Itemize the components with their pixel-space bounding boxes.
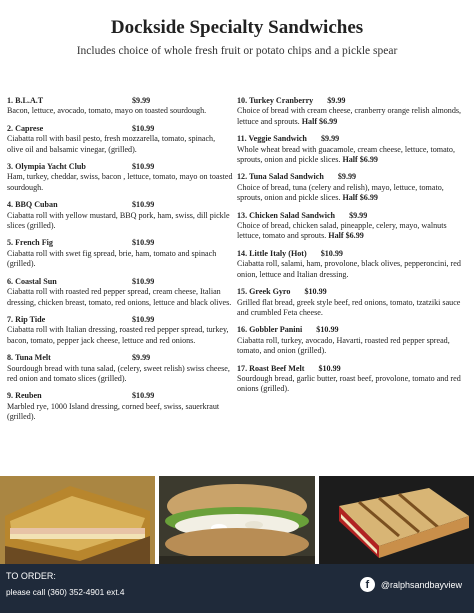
menu-item [7,200,233,231]
item-price: $10.99 [132,200,155,210]
item-description: Ciabatta roll with basil pesto, fresh mozzarella, tomato, spinach, olive oil and balsamic vinegar, (grilled). [7,134,216,154]
item-name: 16. Gobbler Panini [237,325,303,335]
item-description: Ciabatta roll with swet fig spread, brie, ham, tomato and spinach (grilled). [7,248,217,269]
item-name: 14. Little Italy (Hot) [237,248,307,258]
menu-item [7,162,233,193]
item-name: 10. Turkey Cranberry [237,96,314,105]
item-price: $9.99 [349,210,368,220]
item-name: 11. Veggie Sandwich [237,134,307,144]
item-price: $10.99 [132,123,155,133]
item-description: Ciabatta roll, salami, ham, provolone, black olives, pepperoncini, red onion, lettuce and Italian dressing. [237,259,461,279]
menu-item [7,124,233,155]
item-name: 17. Roast Beef Melt [237,363,305,373]
item-description: Choice of bread, chicken salad, pineapple, celery, mayo, walnuts lettuce, tomato and sprouts. [237,221,447,241]
panini-photo [319,476,474,564]
menu-item [237,364,467,395]
item-price: $9.99 [320,134,340,144]
menu-item [7,96,233,117]
item-description: Ham, turkey, cheddar, swiss, bacon , lettuce, tomato, mayo on toasted sourdough. [7,172,233,192]
order-phone[interactable]: please call (360) 352-4901 ext.4 [6,587,125,597]
item-name: 15. Greek Gyro [237,287,291,297]
menu-column-right [237,96,467,395]
item-half-price: Half $6.99 [301,116,338,126]
menu-item [237,172,467,203]
item-name: 2. Caprese [7,123,44,133]
item-price: $9.99 [327,96,346,105]
menu-column-left [7,96,233,423]
item-description: Ciabatta roll with yellow mustard, BBQ pork, ham, swiss, dill pickle slices (grilled). [7,210,230,231]
menu-item [7,391,233,422]
item-description: Ciabatta roll, turkey, avocado, Havarti, roasted red pepper spread, tomato, and onion (grilled). [237,335,450,356]
menu-item [237,211,467,242]
item-description: Choice of bread with cream cheese, cranberry orange relish almonds, lettuce and sprouts. [237,106,462,126]
item-name: 9. Reuben [7,391,42,401]
item-price: $9.99 [132,96,151,105]
item-name: 6. Coastal Sun [7,276,57,286]
item-price: $10.99 [318,363,341,373]
menu-item [237,96,467,127]
item-price: $9.99 [132,353,151,363]
item-price: $10.99 [316,325,339,335]
item-price: $10.99 [132,391,155,401]
item-half-price: Half $6.99 [328,231,364,241]
item-description: Ciabatta roll with Italian dressing, roasted red pepper spread, turkey, bacon, tomato, pepper jack cheese, lettuce and red onions. [7,325,229,345]
page-subtitle: Includes choice of whole fresh fruit or potato chips and a pickle spear [76,45,398,57]
item-price: $10.99 [304,287,327,297]
social-handle: @ralphsandbayview [380,579,462,590]
item-price: $10.99 [132,238,155,248]
page-title: Dockside Specialty Sandwiches [110,17,364,38]
item-description: Choice of bread, tuna (celery and relish), mayo, lettuce, tomato, sprouts, onion and pickle slices. [237,182,444,203]
chicken-salad-sandwich-photo [159,476,315,564]
item-name: 4. BBQ Cuban [7,200,58,210]
item-description: Sourdough bread, garlic butter, roast beef, provolone, tomato and red onions (grilled). [237,373,461,394]
order-label: TO ORDER: [6,571,56,581]
item-name: 5. French Fig [7,238,53,248]
cuban-sandwich-photo [0,476,155,564]
item-price: $10.99 [132,276,155,286]
menu-item [7,238,233,269]
social-link[interactable] [360,577,462,592]
item-description: Grilled flat bread, greek style beef, red onions, tomato, tzatziki sauce and crumbled Feta cheese. [237,297,461,317]
item-description: Marbled rye, 1000 Island dressing, corned beef, swiss, sauerkraut (grilled). [7,401,220,422]
menu-item [7,353,233,384]
footer-bar [0,564,474,613]
menu-item [7,277,233,308]
menu-item [237,325,467,356]
item-price: $9.99 [337,172,357,182]
item-name: 12. Tuna Salad Sandwich [237,172,324,182]
item-half-price: Half $6.99 [342,155,378,165]
item-name: 13. Chicken Salad Sandwich [237,210,336,220]
item-half-price: Half $6.99 [342,193,378,203]
item-name: 3. Olympia Yacht Club [7,162,86,172]
menu-item [7,315,233,346]
menu-item [237,287,467,318]
item-name: 1. B.L.A.T [7,96,44,105]
item-description: Bacon, lettuce, avocado, tomato, mayo on toasted sourdough. [7,106,207,116]
item-description: Whole wheat bread with guacamole, cream cheese, lettuce, tomato, sprouts, onion and pickle slices. [237,144,455,165]
photo-strip [0,476,474,564]
menu-item [237,134,467,165]
item-description: Sourdough bread with tuna salad, (celery, sweet relish) swiss cheese, red onion and tomato slices (grilled). [7,363,230,383]
facebook-icon: f [360,577,375,592]
menu-item [237,249,467,280]
item-price: $10.99 [132,162,155,172]
item-name: 7. Rip Tide [7,314,46,324]
item-name: 8. Tuna Melt [7,353,51,363]
item-description: Ciabatta roll with roasted red pepper spread, cream cheese, Italian dressing, chicken breast, tomato, red onions, lettuce and black olives. [7,287,232,307]
item-price: $10.99 [320,248,343,258]
item-price: $10.99 [132,314,155,324]
